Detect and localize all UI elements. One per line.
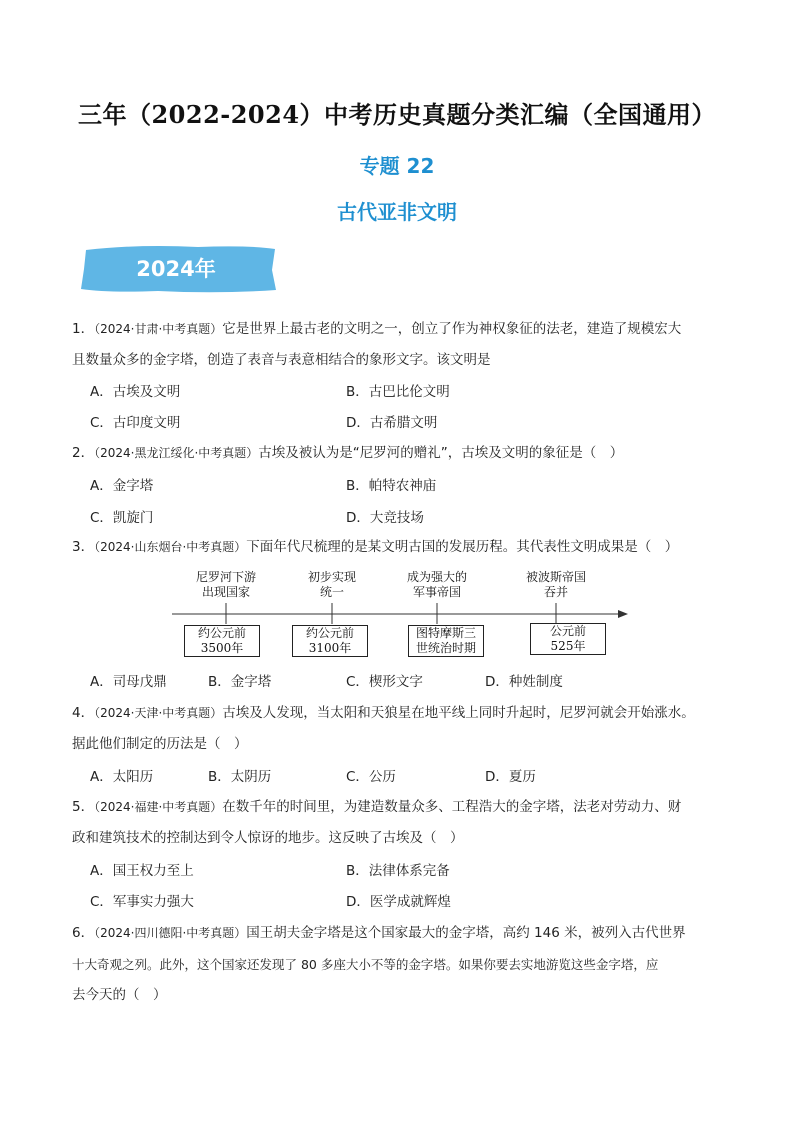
question-text: 它是世界上最古老的文明之一，创立了作为神权象征的法老，建造了规模宏大: [222, 321, 682, 337]
question-6: [72, 918, 732, 1011]
event-label: 初步实现 统一: [307, 570, 356, 599]
question-text: 古埃及人发现，当太阳和天狼星在地平线上同时升起时，尼罗河就会开始涨水。: [222, 705, 695, 721]
question-source: （2024·黑龙江绥化·中考真题）: [94, 446, 259, 460]
q2-option-d[interactable]: D．大竞技场: [346, 510, 424, 526]
q5-option-b[interactable]: B．法律体系完备: [346, 863, 450, 879]
question-text: 去今天的（ ）: [72, 987, 167, 1003]
question-number: 3．: [72, 539, 95, 555]
q3-option-c[interactable]: C．楔形文字: [346, 674, 423, 690]
question-text: 古埃及被认为是“尼罗河的赠礼”，古埃及文明的象征是（ ）: [258, 445, 624, 461]
q1-option-c[interactable]: C．古印度文明: [90, 415, 181, 431]
year-badge-label: 2024年: [136, 257, 216, 281]
question-text: 且数量众多的金字塔，创造了表音与表意相结合的象形文字。该文明是: [72, 352, 491, 368]
question-1: [72, 314, 722, 376]
q1-option-d[interactable]: D．古希腊文明: [346, 415, 438, 431]
q4-option-a[interactable]: A．太阳历: [90, 769, 154, 785]
question-number: 4．: [72, 705, 95, 721]
question-source: （2024·福建·中考真题）: [94, 800, 223, 814]
question-2: [72, 438, 722, 469]
question-number: 1．: [72, 321, 95, 337]
event-label: 被波斯帝国 吞并: [525, 570, 586, 599]
question-text: 据此他们制定的历法是（ ）: [72, 736, 248, 752]
q3-option-b[interactable]: B．金字塔: [208, 674, 272, 690]
question-number: 2．: [72, 445, 95, 461]
question-text: 在数千年的时间里，为建造数量众多、工程浩大的金字塔，法老对劳动力、财: [222, 799, 682, 815]
q1-option-a[interactable]: A．古埃及文明: [90, 384, 181, 400]
q2-option-c[interactable]: C．凯旋门: [90, 510, 154, 526]
q3-option-d[interactable]: D．种姓制度: [485, 674, 563, 690]
event-label: 成为强大的 军事帝国: [406, 570, 467, 599]
q2-option-b[interactable]: B．帕特农神庙: [346, 478, 437, 494]
question-text: 十大奇观之列。此外，这个国家还发现了 80 多座大小不等的金字塔。如果你要去实地游览这些金字塔，应: [72, 957, 659, 972]
main-title: 三年（2022-2024）中考历史真题分类汇编（全国通用）: [77, 100, 717, 129]
q5-option-c[interactable]: C．军事实力强大: [90, 894, 194, 910]
question-3: [72, 532, 722, 563]
event-date-box: 约公元前 3500年: [184, 625, 260, 657]
question-source: （2024·天津·中考真题）: [94, 706, 223, 720]
question-number: 5．: [72, 799, 95, 815]
question-source: （2024·山东烟台·中考真题）: [94, 540, 247, 554]
q4-option-c[interactable]: C．公历: [346, 769, 396, 785]
question-text: 下面年代尺梳理的是某文明古国的发展历程。其代表性文明成果是（ ）: [246, 539, 679, 555]
q4-option-b[interactable]: B．太阴历: [208, 769, 272, 785]
question-4: [72, 698, 722, 760]
q4-option-d[interactable]: D．夏历: [485, 769, 536, 785]
q5-option-a[interactable]: A．国王权力至上: [90, 863, 194, 879]
topic-title: 古代亚非文明: [337, 200, 457, 224]
question-source: （2024·甘肃·中考真题）: [94, 322, 223, 336]
question-text: 国王胡夫金字塔是这个国家最大的金字塔，高约 146 米，被列入古代世界: [246, 925, 686, 941]
question-5: [72, 792, 722, 854]
timeline-figure: [172, 568, 632, 660]
question-source: （2024·四川德阳·中考真题）: [94, 926, 247, 940]
year-badge: [78, 244, 278, 294]
q1-option-b[interactable]: B．古巴比伦文明: [346, 384, 450, 400]
event-date-box: 公元前 525年: [530, 623, 606, 655]
event-date-box: 图特摩斯三 世统治时期: [408, 625, 484, 657]
question-number: 6．: [72, 925, 95, 941]
q3-option-a[interactable]: A．司母戊鼎: [90, 674, 167, 690]
q2-option-a[interactable]: A．金字塔: [90, 478, 154, 494]
event-label: 尼罗河下游 出现国家: [195, 570, 256, 599]
q5-option-d[interactable]: D．医学成就辉煌: [346, 894, 451, 910]
topic-number: 专题 22: [359, 154, 435, 178]
event-date-box: 约公元前 3100年: [292, 625, 368, 657]
question-text: 政和建筑技术的控制达到令人惊讶的地步。这反映了古埃及（ ）: [72, 830, 464, 846]
